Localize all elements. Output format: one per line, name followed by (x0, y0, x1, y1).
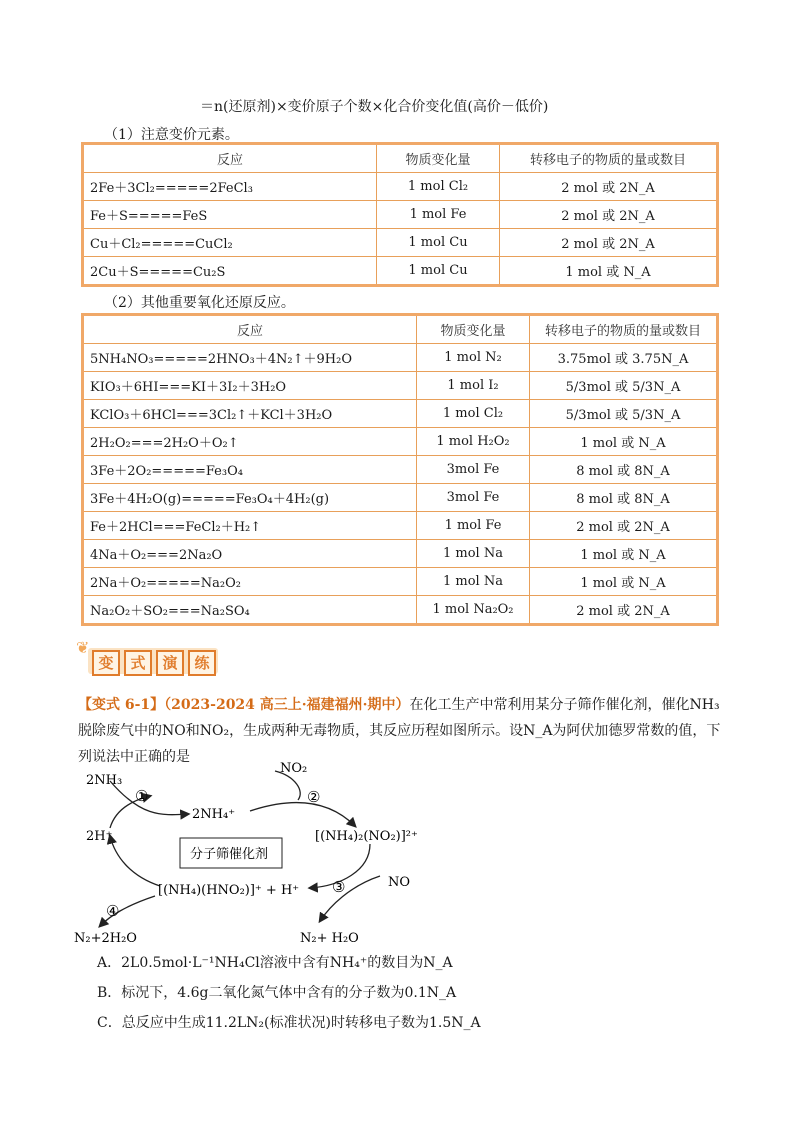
table-row (83, 229, 718, 257)
label-nh3: 2NH₃ (86, 773, 123, 788)
header-electrons: 转移电子的物质的量或数目 (530, 315, 718, 344)
amount-cell: 1 mol Cu (377, 257, 500, 286)
reaction-cell: 2Cu＋S=====Cu₂S (83, 257, 377, 286)
option-b[interactable]: B．标况下，4.6g二氧化氮气体中含有的分子数为0.1N_A (97, 985, 457, 1001)
reaction-cell: KIO₃＋6HI===KI＋3I₂＋3H₂O (83, 372, 417, 400)
amount-cell: 1 mol Cl₂ (417, 400, 530, 428)
table-row (83, 484, 718, 512)
reaction-mechanism-diagram (70, 756, 450, 946)
electron-cell: 3.75mol 或 3.75N_A (530, 344, 718, 372)
header-electrons: 转移电子的物质的量或数目 (500, 144, 718, 173)
amount-cell: 1 mol Na (417, 568, 530, 596)
amount-cell: 1 mol Na (417, 540, 530, 568)
question-tag: 【变式 6-1】 (78, 697, 165, 713)
amount-cell: 1 mol H₂O₂ (417, 428, 530, 456)
leaf-icon: ❦ (76, 638, 90, 657)
electron-cell: 1 mol 或 N_A (530, 568, 718, 596)
header-reaction: 反应 (83, 144, 377, 173)
question-text: 在化工生产中常利用某分子筛作催化剂，催化NH₃脱除废气中的NO和NO₂，生成两种无毒物质，其反应历程如图所示。设N_A为阿伏加德罗常数的值，下列说法中正确的是 (78, 697, 721, 765)
header-amount: 物质变化量 (417, 315, 530, 344)
table-variable-valence (81, 142, 719, 287)
electron-cell: 1 mol 或 N_A (530, 428, 718, 456)
electron-cell: 8 mol 或 8N_A (530, 456, 718, 484)
table-row (83, 201, 718, 229)
table-row (83, 540, 718, 568)
amount-cell: 3mol Fe (417, 484, 530, 512)
section-heading (76, 638, 236, 678)
label-step4: ④ (106, 902, 120, 920)
label-hplus: 2H⁺ (86, 829, 113, 844)
label-complex1: [(NH₄)₂(NO₂)]²⁺ (315, 829, 418, 844)
table-row (83, 344, 718, 372)
reaction-cell: Na₂O₂＋SO₂===Na₂SO₄ (83, 596, 417, 625)
note-variable-valence: （1）注意变价元素。 (104, 127, 239, 143)
label-no2: NO₂ (280, 761, 308, 776)
table-row (83, 596, 718, 625)
arrow-step-2 (250, 803, 355, 826)
question-source: （2023-2024 高三上·福建福州·期中） (164, 697, 410, 713)
arrow-step-3-out (320, 876, 380, 921)
amount-cell: 1 mol Cl₂ (377, 173, 500, 201)
table-header-row (83, 144, 718, 173)
amount-cell: 1 mol I₂ (417, 372, 530, 400)
reaction-cell: 3Fe＋2O₂=====Fe₃O₄ (83, 456, 417, 484)
section-title-char: 式 (124, 650, 152, 676)
amount-cell: 1 mol Cu (377, 229, 500, 257)
label-complex2: [(NH₄)(HNO₂)]⁺ + H⁺ (158, 883, 300, 898)
reaction-cell: 4Na＋O₂===2Na₂O (83, 540, 417, 568)
section-title-char: 演 (156, 650, 184, 676)
reaction-cell: 3Fe＋4H₂O(g)=====Fe₃O₄＋4H₂(g) (83, 484, 417, 512)
electron-cell: 8 mol 或 8N_A (530, 484, 718, 512)
label-no: NO (388, 875, 411, 890)
formula-line: ＝n(还原剂)×变价原子个数×化合价变化值(高价－低价) (200, 99, 549, 115)
table-row (83, 512, 718, 540)
header-amount: 物质变化量 (377, 144, 500, 173)
amount-cell: 3mol Fe (417, 456, 530, 484)
reaction-cell: KClO₃＋6HCl===3Cl₂↑＋KCl＋3H₂O (83, 400, 417, 428)
label-step2: ② (307, 788, 321, 806)
table-row (83, 456, 718, 484)
reaction-cell: 2Fe＋3Cl₂=====2FeCl₃ (83, 173, 377, 201)
amount-cell: 1 mol Fe (417, 512, 530, 540)
option-c[interactable]: C．总反应中生成11.2LN₂(标准状况)时转移电子数为1.5N_A (97, 1015, 481, 1031)
section-title-char: 变 (92, 650, 120, 676)
catalyst-label: 分子筛催化剂 (190, 847, 269, 862)
table-row (83, 428, 718, 456)
electron-cell: 5/3mol 或 5/3N_A (530, 372, 718, 400)
arrow-back (110, 836, 160, 886)
table-header-row (83, 315, 718, 344)
electron-cell: 2 mol 或 2N_A (500, 201, 718, 229)
label-prod4: N₂+2H₂O (74, 931, 137, 946)
electron-cell: 2 mol 或 2N_A (530, 512, 718, 540)
amount-cell: 1 mol N₂ (417, 344, 530, 372)
option-a[interactable]: A．2L0.5mol·L⁻¹NH₄Cl溶液中含有NH₄⁺的数目为N_A (97, 955, 453, 971)
electron-cell: 2 mol 或 2N_A (530, 596, 718, 625)
note-other-redox: （2）其他重要氧化还原反应。 (104, 295, 295, 311)
amount-cell: 1 mol Na₂O₂ (417, 596, 530, 625)
reaction-cell: Fe＋2HCl===FeCl₂＋H₂↑ (83, 512, 417, 540)
section-title-char: 练 (188, 650, 216, 676)
table-row (83, 568, 718, 596)
reaction-cell: 5NH₄NO₃=====2HNO₃＋4N₂↑＋9H₂O (83, 344, 417, 372)
reaction-cell: Cu＋Cl₂=====CuCl₂ (83, 229, 377, 257)
label-step3: ③ (332, 878, 346, 896)
electron-cell: 1 mol 或 N_A (500, 257, 718, 286)
reaction-cell: Fe＋S=====FeS (83, 201, 377, 229)
reaction-cell: 2Na＋O₂=====Na₂O₂ (83, 568, 417, 596)
table-row (83, 372, 718, 400)
header-reaction: 反应 (83, 315, 417, 344)
reaction-cell: 2H₂O₂===2H₂O＋O₂↑ (83, 428, 417, 456)
electron-cell: 2 mol 或 2N_A (500, 173, 718, 201)
electron-cell: 1 mol 或 N_A (530, 540, 718, 568)
electron-cell: 2 mol 或 2N_A (500, 229, 718, 257)
table-other-redox (81, 313, 719, 626)
table-row (83, 400, 718, 428)
amount-cell: 1 mol Fe (377, 201, 500, 229)
label-nh4: 2NH₄⁺ (192, 807, 236, 822)
label-step1: ① (135, 787, 149, 805)
label-prod3: N₂+ H₂O (300, 931, 359, 946)
table-row (83, 173, 718, 201)
electron-cell: 5/3mol 或 5/3N_A (530, 400, 718, 428)
table-row (83, 257, 718, 286)
